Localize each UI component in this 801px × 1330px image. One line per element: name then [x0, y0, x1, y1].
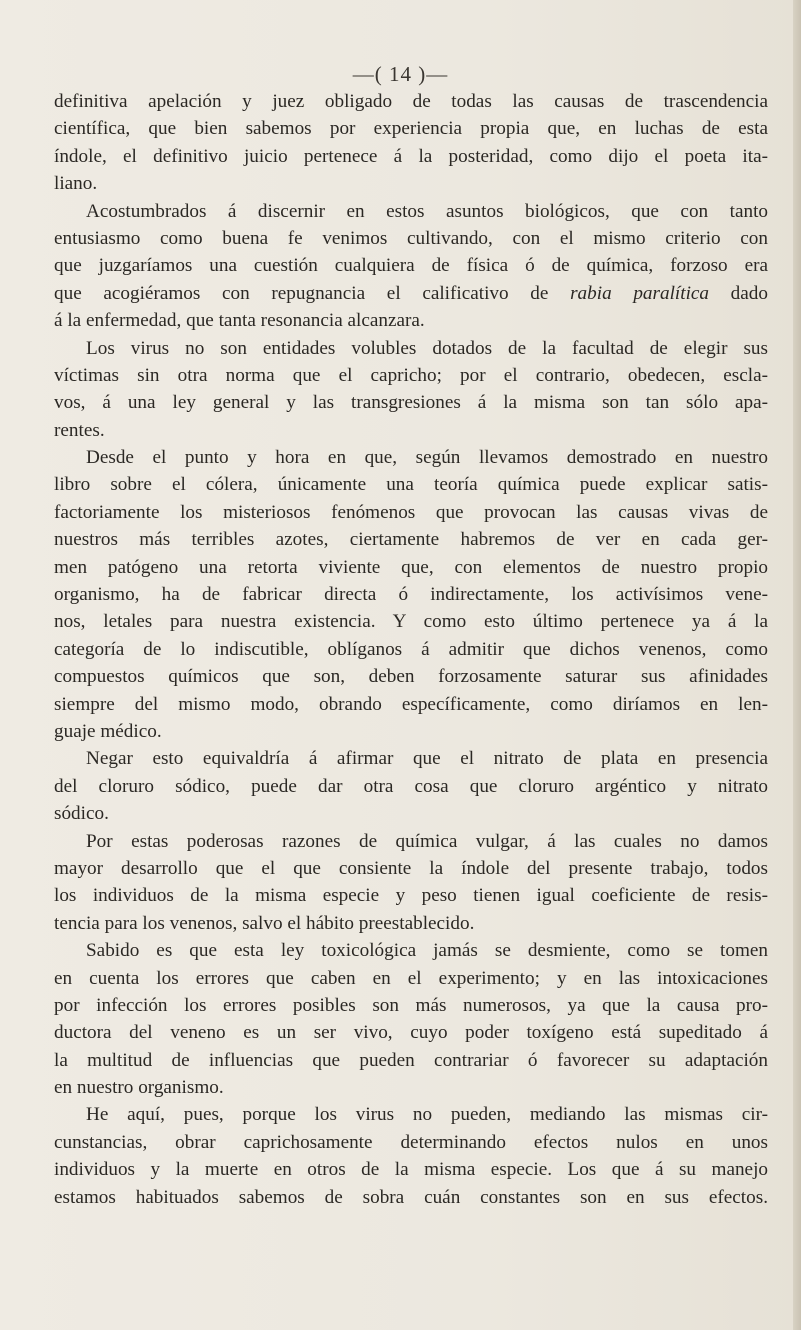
text-segment: dado: [709, 282, 768, 304]
text-line: sódico.: [54, 803, 109, 825]
text-line: Por estas poderosas razones de química vulgar, á las cuales no damos: [86, 830, 768, 852]
text-line: individuos y la muerte en otros de la misma especie. Los que á su manejo: [54, 1159, 768, 1181]
text-line: cunstancias, obrar caprichosamente determinando efectos nulos en unos: [54, 1131, 768, 1153]
text-line: nos, letales para nuestra existencia. Y como esto último pertenece ya á la: [54, 611, 768, 633]
text-line: Los virus no son entidades volubles dotados de la facultad de elegir sus: [86, 337, 768, 359]
text-line: entusiasmo como buena fe venimos cultivando, con el mismo criterio con: [54, 227, 768, 249]
text-line: Desde el punto y hora en que, según llevamos demostrado en nuestro: [86, 447, 768, 469]
text-line: á la enfermedad, que tanta resonancia alcanzara.: [54, 310, 425, 332]
text-line: nuestros más terribles azotes, ciertamente habremos de ver en cada ger-: [54, 529, 768, 551]
text-line: rentes.: [54, 419, 105, 441]
text-line: He aquí, pues, porque los virus no pueden, mediando las mismas cir-: [86, 1104, 768, 1126]
text-line: libro sobre el cólera, únicamente una teoría química puede explicar satis-: [54, 474, 768, 496]
text-line: tencia para los venenos, salvo el hábito preestablecido.: [54, 912, 475, 934]
text-line: estamos habituados sabemos de sobra cuán constantes son en sus efectos.: [54, 1186, 768, 1208]
text-line: los individuos de la misma especie y peso tienen igual coeficiente de resis-: [54, 885, 768, 907]
text-line: liano.: [54, 173, 98, 195]
text-line: vos, á una ley general y las transgresiones á la misma son tan sólo apa-: [54, 392, 768, 414]
text-line: Sabido es que esta ley toxicológica jamás se desmiente, como se tomen: [86, 940, 768, 962]
text-line: víctimas sin otra norma que el capricho; por el contrario, obedecen, escla-: [54, 364, 768, 386]
text-line: organismo, ha de fabricar directa ó indirectamente, los activísimos vene-: [54, 584, 768, 606]
text-line: que juzgaríamos una cuestión cualquiera de física ó de química, forzoso era: [54, 255, 768, 277]
text-line: men patógeno una retorta viviente que, con elementos de nuestro propio: [54, 556, 768, 578]
page-edge: [793, 0, 801, 1330]
text-line: del cloruro sódico, puede dar otra cosa que cloruro argéntico y nitrato: [54, 775, 768, 797]
text-line: categoría de lo indiscutible, oblíganos á admitir que dichos venenos, como: [54, 638, 768, 660]
text-line: [54, 280, 768, 307]
text-line: la multitud de influencias que pueden contrariar ó favorecer su adaptación: [54, 1049, 768, 1071]
text-line: definitiva apelación y juez obligado de todas las causas de trascendencia: [54, 91, 768, 112]
text-line: científica, que bien sabemos por experiencia propia que, en luchas de esta: [54, 118, 768, 140]
text-segment: que acogiéramos con repugnancia el calificativo de: [54, 282, 571, 304]
text-line: en cuenta los errores que caben en el experimento; y en las intoxicaciones: [54, 967, 768, 989]
text-line: compuestos químicos que son, deben forzosamente saturar sus afinidades: [54, 666, 768, 688]
text-line: en nuestro organismo.: [54, 1077, 224, 1099]
page-number: —( 14 )—: [352, 62, 449, 86]
text-line: Negar esto equivaldría á afirmar que el nitrato de plata en presencia: [86, 748, 768, 770]
body-text: [54, 88, 768, 1211]
text-line: factoriamente los misteriosos fenómenos que provocan las causas vivas de: [54, 501, 768, 523]
text-line: índole, el definitivo juicio pertenece á la posteridad, como dijo el poeta ita-: [54, 145, 768, 167]
italic-term: rabia paralítica: [570, 282, 710, 304]
text-line: ductora del veneno es un ser vivo, cuyo poder toxígeno está supeditado á: [54, 1022, 768, 1044]
text-line: por infección los errores posibles son más numerosos, ya que la causa pro-: [54, 994, 768, 1016]
text-line: Acostumbrados á discernir en estos asuntos biológicos, que con tanto: [86, 200, 768, 222]
text-line: mayor desarrollo que el que consiente la índole del presente trabajo, todos: [54, 857, 768, 879]
text-line: siempre del mismo modo, obrando específicamente, como diríamos en len-: [54, 693, 768, 715]
text-line: guaje médico.: [54, 720, 162, 742]
